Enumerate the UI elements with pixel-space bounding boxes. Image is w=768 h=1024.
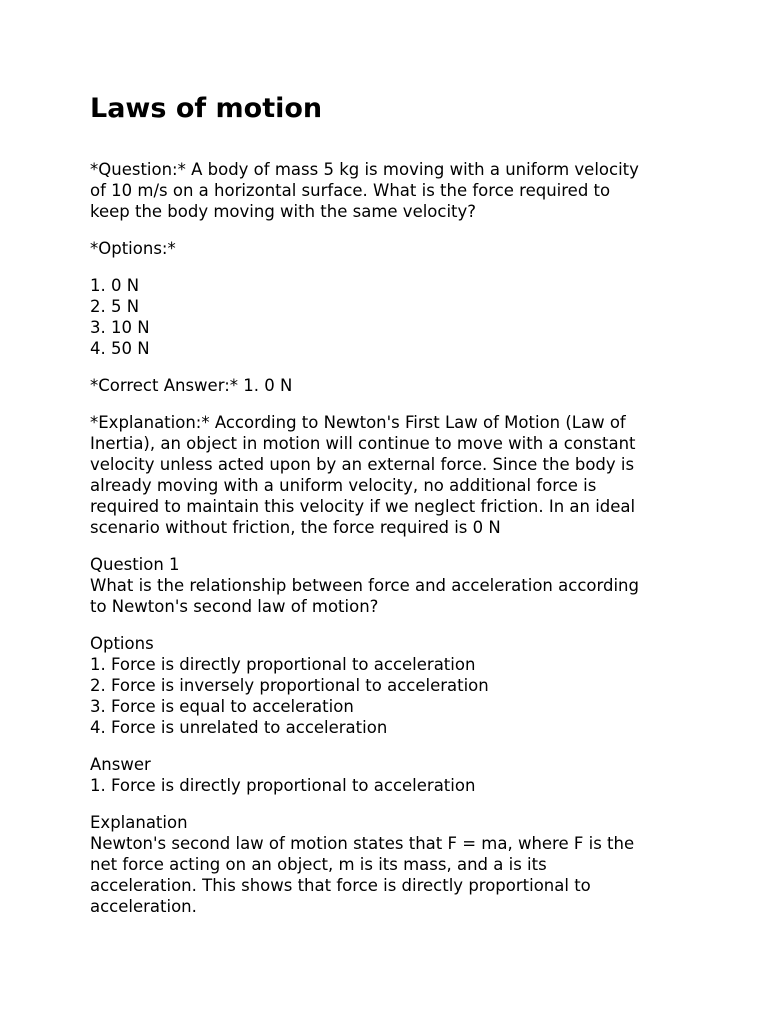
question-1-heading: Question 1 [90,555,180,574]
text-line: Newton's second law of motion states that F = ma, where F is the [90,834,635,853]
question-0-text [90,159,678,222]
question-1-block [90,554,678,617]
text-line: *Question:* A body of mass 5 kg is moving with a uniform velocity [90,160,639,179]
text-line: scenario without friction, the force required is 0 N [90,518,501,537]
explanation-label: Explanation [90,813,188,832]
question-1-explanation [90,812,678,917]
answer-label: Answer [90,755,151,774]
option-item: 4. 50 N [90,339,150,358]
page-title: Laws of motion [90,93,323,124]
text-line: already moving with a uniform velocity, no additional force is [90,476,597,495]
question-1-options [90,633,678,738]
question-0-explanation [90,412,678,538]
option-item: 1. Force is directly proportional to acceleration [90,655,476,674]
text-line: acceleration. [90,897,197,916]
question-0-options-label: *Options:* [90,239,176,258]
answer-text: 1. Force is directly proportional to acceleration [90,776,476,795]
text-line: velocity unless acted upon by an external force. Since the body is [90,455,635,474]
text-line: required to maintain this velocity if we neglect friction. In an ideal [90,497,636,516]
text-line: *Explanation:* According to Newton's First Law of Motion (Law of [90,413,626,432]
option-item: 2. 5 N [90,297,140,316]
text-line: keep the body moving with the same velocity? [90,202,477,221]
option-item: 1. 0 N [90,276,140,295]
option-item: 4. Force is unrelated to acceleration [90,718,388,737]
option-item: 3. 10 N [90,318,150,337]
text-line: to Newton's second law of motion? [90,597,379,616]
question-0-options-list [90,275,678,359]
option-item: 3. Force is equal to acceleration [90,697,354,716]
question-0-answer: *Correct Answer:* 1. 0 N [90,376,293,395]
text-line: Inertia), an object in motion will continue to move with a constant [90,434,636,453]
question-1-answer [90,754,678,796]
text-line: What is the relationship between force and acceleration according [90,576,639,595]
text-line: net force acting on an object, m is its mass, and a is its [90,855,547,874]
text-line: acceleration. This shows that force is directly proportional to [90,876,591,895]
option-item: 2. Force is inversely proportional to acceleration [90,676,489,695]
options-label: Options [90,634,154,653]
text-line: of 10 m/s on a horizontal surface. What is the force required to [90,181,611,200]
